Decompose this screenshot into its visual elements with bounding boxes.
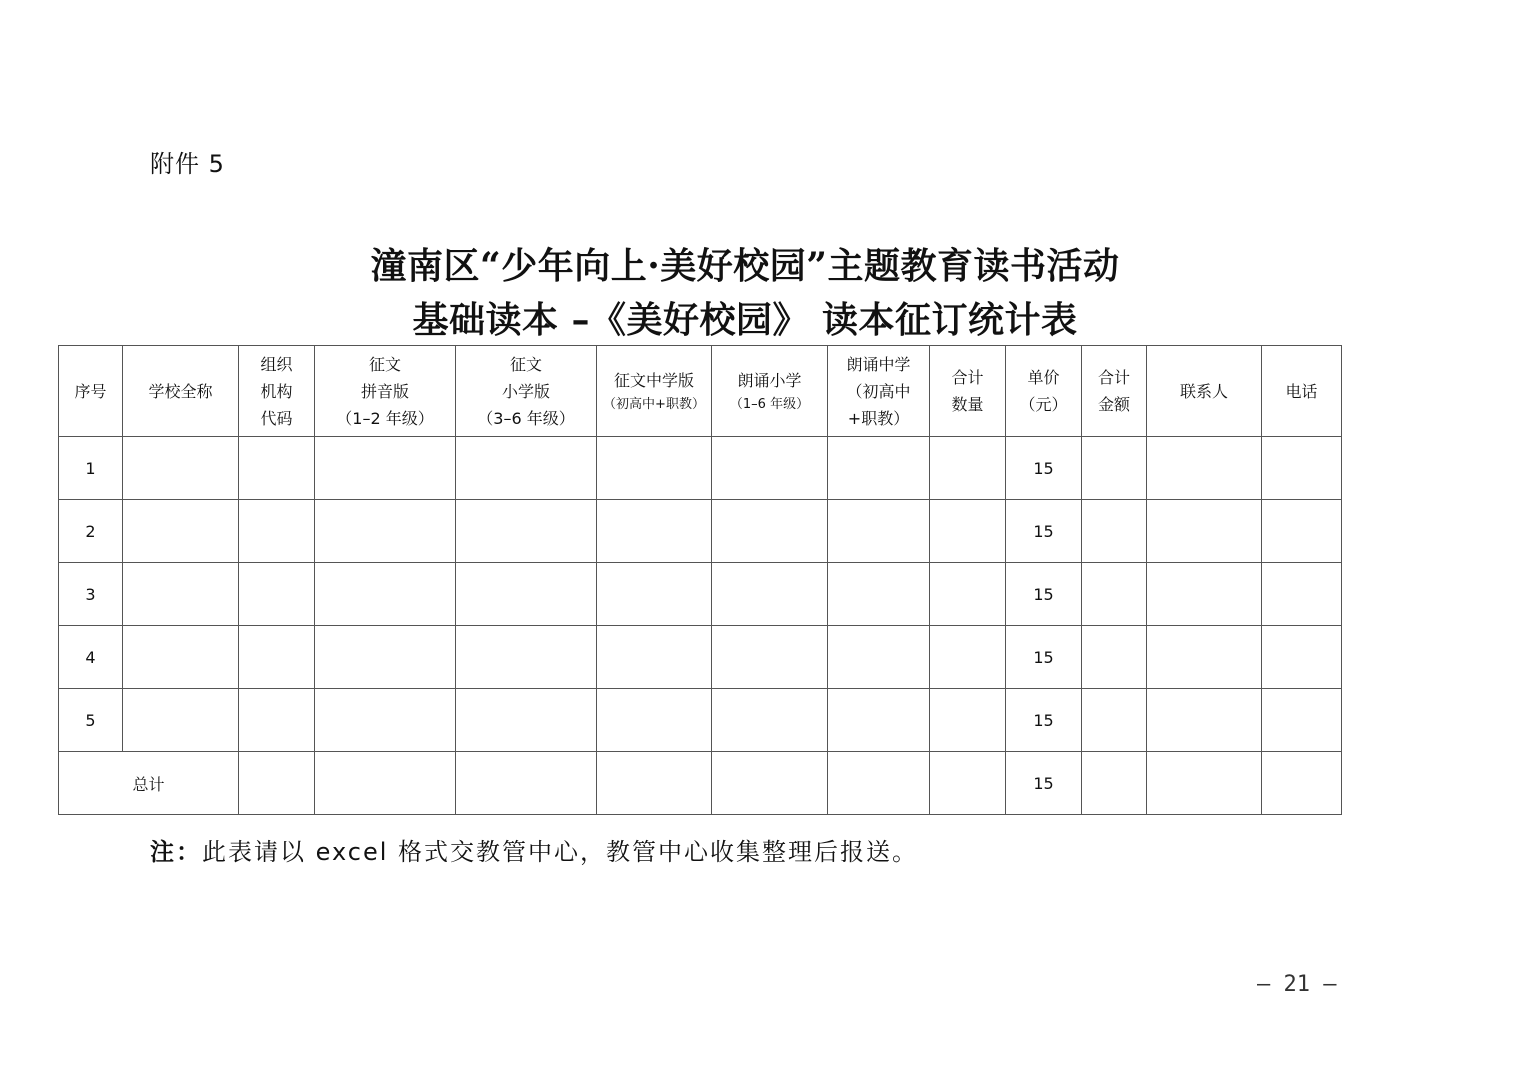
table-header (59, 346, 1342, 437)
table-cell[interactable] (456, 500, 597, 563)
table-cell[interactable] (456, 563, 597, 626)
column-header-text: 拼音版 (360, 381, 409, 401)
column-header (828, 346, 930, 437)
table-cell[interactable] (597, 626, 712, 689)
unit-price-cell: 15 (1006, 563, 1082, 626)
table-cell[interactable] (1082, 563, 1147, 626)
header-row (59, 346, 1342, 437)
unit-price-cell: 15 (1006, 437, 1082, 500)
column-header-text: 小学版 (501, 381, 550, 401)
table-row (59, 563, 1342, 626)
order-statistics-table (58, 345, 1342, 815)
table-cell[interactable] (1147, 752, 1262, 815)
table-cell[interactable] (456, 626, 597, 689)
table-cell[interactable] (1082, 689, 1147, 752)
table-cell[interactable] (1262, 752, 1342, 815)
column-header (123, 346, 239, 437)
column-header-text: 征文 (368, 354, 401, 374)
document-title-line-1: 潼南区“少年向上·美好校园”主题教育读书活动 (370, 245, 1120, 287)
note (150, 834, 918, 870)
table-cell[interactable] (712, 563, 828, 626)
row-index-cell: 3 (59, 563, 123, 626)
table-cell[interactable] (315, 437, 456, 500)
column-header-text: 朗诵中学 (846, 354, 911, 374)
table-cell[interactable] (123, 626, 239, 689)
table-cell[interactable] (712, 437, 828, 500)
table-cell[interactable] (597, 500, 712, 563)
table-cell[interactable] (315, 626, 456, 689)
column-header (597, 346, 712, 437)
table-cell[interactable] (123, 500, 239, 563)
table-cell[interactable] (930, 626, 1006, 689)
row-index-cell: 4 (59, 626, 123, 689)
table-cell[interactable] (597, 563, 712, 626)
table-cell[interactable] (597, 689, 712, 752)
table-cell[interactable] (930, 437, 1006, 500)
unit-price-cell: 15 (1006, 689, 1082, 752)
table-cell[interactable] (828, 626, 930, 689)
column-header (1082, 346, 1147, 437)
table-cell[interactable] (1262, 689, 1342, 752)
table-cell[interactable] (930, 689, 1006, 752)
column-header-text: 电话 (1285, 381, 1318, 401)
table-cell[interactable] (1147, 437, 1262, 500)
table-cell[interactable] (828, 437, 930, 500)
note-text: 此表请以 excel 格式交教管中心，教管中心收集整理后报送。 (202, 838, 919, 866)
table-cell[interactable] (712, 752, 828, 815)
table-cell[interactable] (828, 752, 930, 815)
table-cell[interactable] (456, 752, 597, 815)
column-header (456, 346, 597, 437)
table-cell[interactable] (930, 752, 1006, 815)
column-header-text: 征文中学版 (613, 370, 694, 390)
table-cell[interactable] (239, 500, 315, 563)
document-title-line-2: 基础读本 –《美好校园》 读本征订统计表 (412, 299, 1078, 341)
row-index-cell: 2 (59, 500, 123, 563)
table-cell[interactable] (1082, 437, 1147, 500)
table-cell[interactable] (1147, 689, 1262, 752)
table-cell[interactable] (123, 437, 239, 500)
unit-price-cell: 15 (1006, 626, 1082, 689)
column-header-text: 合计 (1097, 368, 1130, 387)
row-index-cell: 1 (59, 437, 123, 500)
column-header (315, 346, 456, 437)
table-row (59, 437, 1342, 500)
column-header-text: 组织 (260, 354, 293, 374)
page-number: – 21 – (1257, 972, 1337, 997)
table-cell[interactable] (1147, 563, 1262, 626)
table-cell[interactable] (239, 689, 315, 752)
column-header-text: （初高中 (846, 381, 911, 401)
table-cell[interactable] (828, 563, 930, 626)
column-header-text: 机构 (260, 381, 293, 401)
row-index-cell: 5 (59, 689, 123, 752)
column-header-text: 征文 (509, 354, 542, 374)
column-header-text: 单价 (1027, 368, 1060, 387)
table-cell[interactable] (239, 752, 315, 815)
table-cell[interactable] (315, 563, 456, 626)
table-cell[interactable] (315, 752, 456, 815)
table-cell[interactable] (1262, 500, 1342, 563)
table-row (59, 689, 1342, 752)
column-header-text: 代码 (260, 408, 293, 428)
column-header-text: 金额 (1097, 395, 1130, 414)
column-header-text: 联系人 (1179, 381, 1228, 401)
table-cell[interactable] (930, 500, 1006, 563)
column-header-text: （1–2 年级） (336, 408, 434, 428)
table-cell[interactable] (1262, 437, 1342, 500)
table-cell[interactable] (239, 563, 315, 626)
table-cell[interactable] (1147, 500, 1262, 563)
table-cell[interactable] (597, 437, 712, 500)
table-cell[interactable] (712, 626, 828, 689)
column-header-subtext: （初高中+职教） (603, 396, 705, 412)
table-cell[interactable] (828, 689, 930, 752)
column-header (1147, 346, 1262, 437)
column-header (930, 346, 1006, 437)
table-row (59, 500, 1342, 563)
table-cell[interactable] (1262, 563, 1342, 626)
table-cell[interactable] (712, 500, 828, 563)
table-cell[interactable] (1082, 500, 1147, 563)
total-label-cell: 总计 (59, 752, 239, 815)
table-cell[interactable] (123, 563, 239, 626)
column-header-text: +职教） (847, 408, 910, 428)
column-header-text: （3–6 年级） (477, 408, 575, 428)
column-header-text: 数量 (951, 395, 984, 414)
note-label: 注： (150, 838, 202, 866)
column-header-text: 学校全称 (148, 381, 213, 401)
column-header (1262, 346, 1342, 437)
table-cell[interactable] (1082, 626, 1147, 689)
total-row (59, 752, 1342, 815)
table-cell[interactable] (930, 563, 1006, 626)
column-header-text: 合计 (951, 368, 984, 387)
column-header (59, 346, 123, 437)
attachment-label: 附件 5 (150, 150, 225, 178)
table-body (59, 437, 1342, 815)
table-cell[interactable] (456, 437, 597, 500)
column-header-text: （元） (1019, 395, 1068, 414)
table-cell[interactable] (1262, 626, 1342, 689)
column-header-text: 序号 (74, 381, 107, 401)
table-cell[interactable] (239, 626, 315, 689)
table-row (59, 626, 1342, 689)
column-header (239, 346, 315, 437)
table-cell[interactable] (315, 689, 456, 752)
column-header (712, 346, 828, 437)
table-cell[interactable] (1147, 626, 1262, 689)
table-cell[interactable] (712, 689, 828, 752)
total-unit-price-cell: 15 (1006, 752, 1082, 815)
table-cell[interactable] (123, 689, 239, 752)
table-cell[interactable] (315, 500, 456, 563)
table-cell[interactable] (239, 437, 315, 500)
table-cell[interactable] (597, 752, 712, 815)
table-cell[interactable] (828, 500, 930, 563)
column-header-subtext: （1–6 年级） (729, 396, 810, 412)
table-cell[interactable] (456, 689, 597, 752)
column-header (1006, 346, 1082, 437)
table-cell[interactable] (1082, 752, 1147, 815)
unit-price-cell: 15 (1006, 500, 1082, 563)
column-header-text: 朗诵小学 (737, 370, 802, 390)
